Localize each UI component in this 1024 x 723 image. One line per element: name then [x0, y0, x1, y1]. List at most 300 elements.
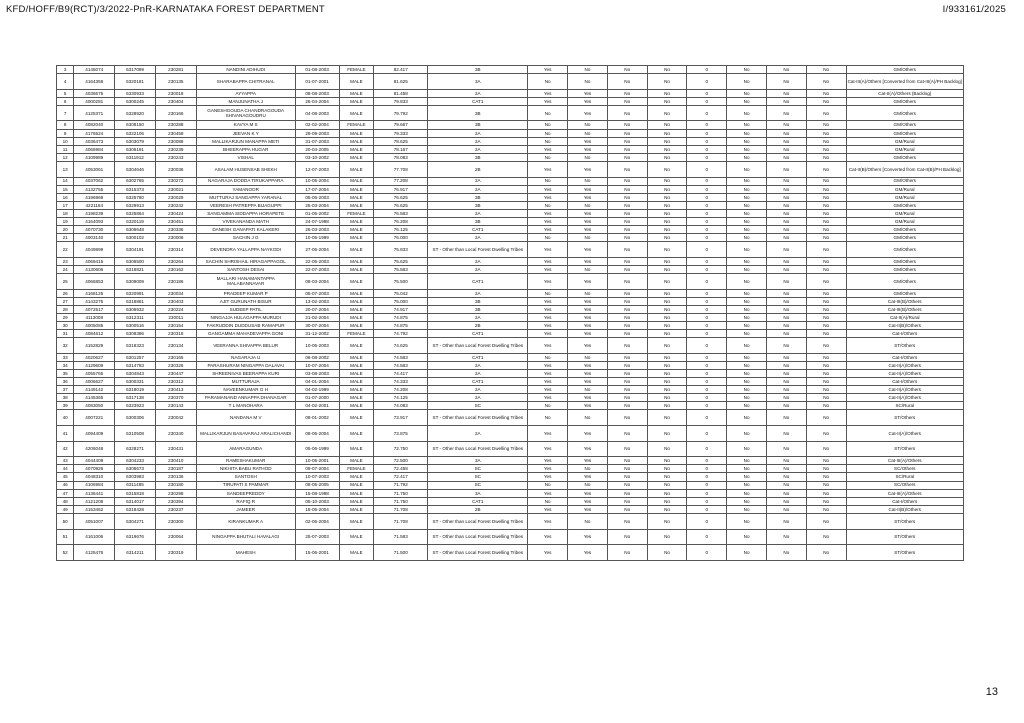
col-13-cell: No — [647, 481, 687, 489]
col-14-cell: 0 — [687, 89, 727, 97]
marks-cell: 75.625 — [374, 257, 428, 265]
col-11-cell: Yes — [568, 313, 608, 321]
col-12-cell: No — [607, 305, 647, 313]
col-13-cell: No — [647, 161, 687, 177]
col-16-cell: No — [766, 218, 806, 226]
table-row — [57, 137, 964, 145]
col-17-cell: No — [806, 545, 846, 561]
col-17-cell: No — [806, 218, 846, 226]
gender-cell: MALE — [339, 545, 374, 561]
roll-number-cell: 230006 — [155, 234, 196, 242]
col-13-cell: No — [647, 242, 687, 258]
candidate-name-cell: NAGARAJA U — [196, 353, 295, 361]
table-row — [57, 353, 964, 361]
table-row — [57, 426, 964, 442]
roll-number-cell: 230237 — [155, 505, 196, 513]
category-cell: 2A — [428, 89, 528, 97]
col-16-cell: No — [766, 473, 806, 481]
table-row — [57, 74, 964, 90]
application-id-cell: 4006627 — [74, 378, 115, 386]
col-14-cell: 0 — [687, 97, 727, 105]
col-11-cell: Yes — [568, 226, 608, 234]
col-17-cell: No — [806, 361, 846, 369]
col-14-cell: 0 — [687, 402, 727, 410]
candidate-name-cell: MUTTURAJ SANGAPPA YARANAL — [196, 193, 295, 201]
register-number-cell: 6325864 — [115, 209, 156, 217]
date-of-birth-cell: 18-05-2004 — [295, 505, 339, 513]
gender-cell: MALE — [339, 185, 374, 193]
col-12-cell: No — [607, 289, 647, 297]
roll-number-cell: 230413 — [155, 386, 196, 394]
col-10-cell: Yes — [528, 545, 568, 561]
category-cell: 2A — [428, 426, 528, 442]
col-15-cell: No — [727, 234, 767, 242]
table-row — [57, 489, 964, 497]
col-13-cell: No — [647, 489, 687, 497]
col-12-cell: No — [607, 185, 647, 193]
table-row — [57, 473, 964, 481]
sl-no-cell: 10 — [57, 137, 74, 145]
candidate-name-cell: JEEVAN K Y — [196, 129, 295, 137]
col-14-cell: 0 — [687, 545, 727, 561]
category-cell: SC — [428, 465, 528, 473]
gender-cell: MALE — [339, 297, 374, 305]
register-number-cell: 6300245 — [115, 97, 156, 105]
col-15-cell: No — [727, 274, 767, 290]
gender-cell: FEMALE — [339, 66, 374, 74]
col-13-cell: No — [647, 410, 687, 426]
col-11-cell: Yes — [568, 473, 608, 481]
selected-category-cell: GM/Others — [846, 257, 963, 265]
category-cell: 2A — [428, 289, 528, 297]
date-of-birth-cell: 27-06-2004 — [295, 242, 339, 258]
marks-cell: 78.167 — [374, 145, 428, 153]
col-15-cell: No — [727, 497, 767, 505]
col-11-cell: Yes — [568, 322, 608, 330]
category-cell: CAT1 — [428, 330, 528, 338]
col-11-cell: No — [568, 129, 608, 137]
selected-category-cell: GM/Rural — [846, 218, 963, 226]
col-12-cell: No — [607, 353, 647, 361]
col-13-cell: No — [647, 145, 687, 153]
col-13-cell: No — [647, 473, 687, 481]
col-17-cell: No — [806, 145, 846, 153]
selected-category-cell: Cat-III(A)/Others — [846, 457, 963, 465]
date-of-birth-cell: 04-02-2001 — [295, 402, 339, 410]
selected-category-cell: GM/Others — [846, 201, 963, 209]
col-14-cell: 0 — [687, 305, 727, 313]
gender-cell: MALE — [339, 402, 374, 410]
selected-category-cell: GM/Others — [846, 121, 963, 129]
col-10-cell: Yes — [528, 426, 568, 442]
selected-category-cell: GM/Others — [846, 97, 963, 105]
col-10-cell: No — [528, 201, 568, 209]
col-14-cell: 0 — [687, 361, 727, 369]
sl-no-cell: 32 — [57, 338, 74, 354]
col-16-cell: No — [766, 185, 806, 193]
col-17-cell: No — [806, 89, 846, 97]
col-14-cell: 0 — [687, 313, 727, 321]
candidate-name-cell: YAMANOOR — [196, 185, 295, 193]
category-cell: 2A — [428, 137, 528, 145]
gender-cell: MALE — [339, 201, 374, 209]
candidate-name-cell: SANDEEPREDDY — [196, 489, 295, 497]
table-row — [57, 338, 964, 354]
candidate-name-cell: GANESHGOUDA CHANDRAGOUDA SHIVANAGOUDRU — [196, 105, 295, 121]
date-of-birth-cell: 31-12-2002 — [295, 330, 339, 338]
sl-no-cell: 50 — [57, 513, 74, 529]
selected-category-cell: GM/Others — [846, 226, 963, 234]
col-11-cell: Yes — [568, 338, 608, 354]
application-id-cell: 4196969 — [74, 193, 115, 201]
date-of-birth-cell: 24-07-1998 — [295, 218, 339, 226]
col-13-cell: No — [647, 201, 687, 209]
selected-category-cell: ST/Others — [846, 529, 963, 545]
sl-no-cell: 11 — [57, 145, 74, 153]
col-11-cell: Yes — [568, 529, 608, 545]
col-13-cell: No — [647, 105, 687, 121]
register-number-cell: 6308150 — [115, 121, 156, 129]
col-13-cell: No — [647, 378, 687, 386]
col-10-cell: Yes — [528, 457, 568, 465]
date-of-birth-cell: 10-05-2001 — [295, 457, 339, 465]
candidate-name-cell: MALLIKARJUN BASAVARAJ ARALICHANDI — [196, 426, 295, 442]
col-11-cell: Yes — [568, 145, 608, 153]
col-10-cell: Yes — [528, 226, 568, 234]
col-16-cell: No — [766, 497, 806, 505]
application-id-cell: 4129609 — [74, 361, 115, 369]
candidate-name-cell: GANGAMMA MAHADEVAPPA GONI — [196, 330, 295, 338]
roll-number-cell: 230166 — [155, 105, 196, 121]
gender-cell: MALE — [339, 161, 374, 177]
col-10-cell: No — [528, 153, 568, 161]
register-number-cell: 6304233 — [115, 457, 156, 465]
col-13-cell: No — [647, 353, 687, 361]
col-15-cell: No — [727, 313, 767, 321]
marks-cell: 71.583 — [374, 529, 428, 545]
marks-cell: 72.750 — [374, 441, 428, 457]
candidate-name-cell: NAGARAJA DODDA TIRUKAPPARA — [196, 177, 295, 185]
gender-cell: MALE — [339, 265, 374, 273]
roll-number-cell: 230029 — [155, 193, 196, 201]
application-id-cell: 4121208 — [74, 497, 115, 505]
col-12-cell: No — [607, 89, 647, 97]
candidate-name-cell: PRADEEP KUMAR P — [196, 289, 295, 297]
category-cell: 2A — [428, 234, 528, 242]
col-14-cell: 0 — [687, 426, 727, 442]
selected-category-cell: ST/Others — [846, 338, 963, 354]
sl-no-cell: 40 — [57, 410, 74, 426]
roll-number-cell: 230264 — [155, 257, 196, 265]
col-13-cell: No — [647, 386, 687, 394]
col-13-cell: No — [647, 322, 687, 330]
sl-no-cell: 43 — [57, 457, 74, 465]
category-cell: 3B — [428, 305, 528, 313]
col-10-cell: Yes — [528, 505, 568, 513]
category-cell: CAT1 — [428, 497, 528, 505]
selected-category-cell: GM/Others — [846, 289, 963, 297]
col-15-cell: No — [727, 378, 767, 386]
col-11-cell: No — [568, 513, 608, 529]
application-id-cell: 4206048 — [74, 441, 115, 457]
col-16-cell: No — [766, 105, 806, 121]
table-row — [57, 161, 964, 177]
col-12-cell: No — [607, 505, 647, 513]
col-11-cell: Yes — [568, 97, 608, 105]
table-row — [57, 330, 964, 338]
col-10-cell: Yes — [528, 473, 568, 481]
col-12-cell: No — [607, 386, 647, 394]
col-17-cell: No — [806, 370, 846, 378]
candidate-name-cell: MALLARI HANAMANTAPPA MALABANNAVAR — [196, 274, 295, 290]
sl-no-cell: 52 — [57, 545, 74, 561]
marks-cell: 74.875 — [374, 313, 428, 321]
table-row — [57, 242, 964, 258]
col-16-cell: No — [766, 121, 806, 129]
selected-category-cell: ST/Others — [846, 441, 963, 457]
col-16-cell: No — [766, 161, 806, 177]
roll-number-cell: 230300 — [155, 513, 196, 529]
gender-cell: MALE — [339, 226, 374, 234]
category-cell: 3A — [428, 489, 528, 497]
date-of-birth-cell: 25-07-2003 — [295, 529, 339, 545]
col-17-cell: No — [806, 481, 846, 489]
table-row — [57, 402, 964, 410]
col-17-cell: No — [806, 289, 846, 297]
col-10-cell: No — [528, 289, 568, 297]
col-13-cell: No — [647, 402, 687, 410]
table-row — [57, 410, 964, 426]
col-11-cell: Yes — [568, 441, 608, 457]
sl-no-cell: 39 — [57, 402, 74, 410]
gender-cell: FEMALE — [339, 121, 374, 129]
col-14-cell: 0 — [687, 378, 727, 386]
roll-number-cell: 230410 — [155, 457, 196, 465]
category-cell: CAT1 — [428, 378, 528, 386]
selected-category-cell: SC/Rural — [846, 402, 963, 410]
application-id-cell: 4020627 — [74, 353, 115, 361]
col-13-cell: No — [647, 74, 687, 90]
sl-no-cell: 31 — [57, 330, 74, 338]
application-id-cell: 4005085 — [74, 322, 115, 330]
col-16-cell: No — [766, 242, 806, 258]
category-cell: SC — [428, 402, 528, 410]
col-15-cell: No — [727, 161, 767, 177]
col-12-cell: No — [607, 137, 647, 145]
table-row — [57, 153, 964, 161]
category-cell: 2A — [428, 257, 528, 265]
col-17-cell: No — [806, 505, 846, 513]
roll-number-cell: 230187 — [155, 465, 196, 473]
col-12-cell: No — [607, 322, 647, 330]
col-11-cell: Yes — [568, 402, 608, 410]
selected-category-cell: Cat-II(A)/Others (Backlog) — [846, 89, 963, 97]
gender-cell: MALE — [339, 177, 374, 185]
col-11-cell: No — [568, 234, 608, 242]
gender-cell: MALE — [339, 481, 374, 489]
category-cell: 3B — [428, 66, 528, 74]
candidate-name-cell: RAFIQ R — [196, 497, 295, 505]
col-14-cell: 0 — [687, 330, 727, 338]
application-id-cell: 4113008 — [74, 313, 115, 321]
col-14-cell: 0 — [687, 226, 727, 234]
col-12-cell: No — [607, 201, 647, 209]
register-number-cell: 6300516 — [115, 322, 156, 330]
col-17-cell: No — [806, 129, 846, 137]
col-15-cell: No — [727, 305, 767, 313]
col-16-cell: No — [766, 457, 806, 465]
category-cell: 2A — [428, 145, 528, 153]
col-14-cell: 0 — [687, 289, 727, 297]
register-number-cell: 6319676 — [115, 529, 156, 545]
col-15-cell: No — [727, 265, 767, 273]
candidate-name-cell: FAKRUDDIN DUDDUSAB RAMAPUR — [196, 322, 295, 330]
col-15-cell: No — [727, 489, 767, 497]
application-id-cell: 4051007 — [74, 513, 115, 529]
col-17-cell: No — [806, 394, 846, 402]
col-14-cell: 0 — [687, 441, 727, 457]
col-13-cell: No — [647, 66, 687, 74]
col-14-cell: 0 — [687, 265, 727, 273]
col-10-cell: Yes — [528, 218, 568, 226]
gender-cell: MALE — [339, 97, 374, 105]
selected-category-cell: GM/Others — [846, 177, 963, 185]
col-13-cell: No — [647, 185, 687, 193]
application-id-cell: 4007221 — [74, 410, 115, 426]
col-12-cell: No — [607, 297, 647, 305]
candidate-name-cell: SACHIN SHRISHAIL HIRAGAPPAGOL — [196, 257, 295, 265]
roll-number-cell: 230165 — [155, 353, 196, 361]
col-14-cell: 0 — [687, 121, 727, 129]
col-15-cell: No — [727, 105, 767, 121]
category-cell: 3B — [428, 218, 528, 226]
register-number-cell: 6311485 — [115, 481, 156, 489]
sl-no-cell: 4 — [57, 74, 74, 90]
col-13-cell: No — [647, 305, 687, 313]
application-id-cell: 4198239 — [74, 209, 115, 217]
register-number-cell: 6320991 — [115, 289, 156, 297]
col-13-cell: No — [647, 129, 687, 137]
table-row — [57, 89, 964, 97]
table-row — [57, 177, 964, 185]
col-13-cell: No — [647, 89, 687, 97]
marks-cell: 75.042 — [374, 289, 428, 297]
col-17-cell: No — [806, 257, 846, 265]
register-number-cell: 6314211 — [115, 545, 156, 561]
marks-cell: 79.792 — [374, 105, 428, 121]
col-17-cell: No — [806, 226, 846, 234]
col-16-cell: No — [766, 313, 806, 321]
col-11-cell: Yes — [568, 137, 608, 145]
col-12-cell: No — [607, 257, 647, 265]
col-16-cell: No — [766, 410, 806, 426]
table-row — [57, 105, 964, 121]
col-17-cell: No — [806, 274, 846, 290]
col-11-cell: No — [568, 353, 608, 361]
roll-number-cell: 230134 — [155, 338, 196, 354]
sl-no-cell: 35 — [57, 370, 74, 378]
sl-no-cell: 48 — [57, 497, 74, 505]
date-of-birth-cell: 10-05-1999 — [295, 234, 339, 242]
col-17-cell: No — [806, 153, 846, 161]
col-16-cell: No — [766, 513, 806, 529]
selected-category-cell: GM/Others — [846, 234, 963, 242]
marks-cell: 72.500 — [374, 457, 428, 465]
col-10-cell: Yes — [528, 145, 568, 153]
date-of-birth-cell: 08-05-2004 — [295, 426, 339, 442]
selected-category-cell: Cat-II(A)/Others — [846, 386, 963, 394]
sl-no-cell: 7 — [57, 105, 74, 121]
date-of-birth-cell: 26-04-2004 — [295, 97, 339, 105]
register-number-cell: 6301257 — [115, 353, 156, 361]
marks-cell: 74.792 — [374, 330, 428, 338]
marks-cell: 75.500 — [374, 274, 428, 290]
category-cell: 2A — [428, 361, 528, 369]
sl-no-cell: 22 — [57, 242, 74, 258]
col-12-cell: No — [607, 274, 647, 290]
selected-category-cell: Cat-III(A)/Others [Converted from Cat-III(A)/PH Backlog] — [846, 74, 963, 90]
col-16-cell: No — [766, 394, 806, 402]
selected-category-cell: GM/Rural — [846, 209, 963, 217]
col-12-cell: No — [607, 121, 647, 129]
col-11-cell: Yes — [568, 257, 608, 265]
col-11-cell: Yes — [568, 378, 608, 386]
register-number-cell: 6304191 — [115, 242, 156, 258]
sl-no-cell: 17 — [57, 201, 74, 209]
category-cell: 2A — [428, 313, 528, 321]
col-15-cell: No — [727, 394, 767, 402]
col-12-cell: No — [607, 465, 647, 473]
marks-cell: 74.333 — [374, 378, 428, 386]
application-id-cell: 4083050 — [74, 402, 115, 410]
category-cell: 3B — [428, 201, 528, 209]
candidate-name-cell: NINGAJJA HULAGAPPA MURUDI — [196, 313, 295, 321]
col-15-cell: No — [727, 226, 767, 234]
application-id-cell: 4164093 — [74, 218, 115, 226]
marks-cell: 74.583 — [374, 361, 428, 369]
category-cell: 3B — [428, 121, 528, 129]
application-id-cell: 4036675 — [74, 89, 115, 97]
register-number-cell: 6306500 — [115, 257, 156, 265]
marks-cell: 77.208 — [374, 177, 428, 185]
col-10-cell: Yes — [528, 66, 568, 74]
marks-cell: 74.125 — [374, 394, 428, 402]
register-number-cell: 6330933 — [115, 89, 156, 97]
gender-cell: MALE — [339, 457, 374, 465]
date-of-birth-cell: 05-10-2003 — [295, 497, 339, 505]
col-15-cell: No — [727, 257, 767, 265]
col-16-cell: No — [766, 193, 806, 201]
candidate-name-cell: SANGAMMA SIDDAPPA HORAPETE — [196, 209, 295, 217]
selected-category-cell: SC/Others — [846, 481, 963, 489]
selected-category-cell: Cat-II(A)/Others — [846, 426, 963, 442]
selected-category-cell: Cat-I/Others — [846, 353, 963, 361]
sl-no-cell: 26 — [57, 289, 74, 297]
col-10-cell: Yes — [528, 193, 568, 201]
col-12-cell: No — [607, 410, 647, 426]
sl-no-cell: 20 — [57, 226, 74, 234]
roll-number-cell: 230034 — [155, 289, 196, 297]
category-cell: ST - Other than Local Forest Dwelling Tribes — [428, 545, 528, 561]
application-id-cell: 4049899 — [74, 242, 115, 258]
col-11-cell: Yes — [568, 193, 608, 201]
col-14-cell: 0 — [687, 177, 727, 185]
col-13-cell: No — [647, 97, 687, 105]
register-number-cell: 6309009 — [115, 274, 156, 290]
marks-cell: 76.917 — [374, 185, 428, 193]
category-cell: 3A — [428, 457, 528, 465]
sl-no-cell: 41 — [57, 426, 74, 442]
